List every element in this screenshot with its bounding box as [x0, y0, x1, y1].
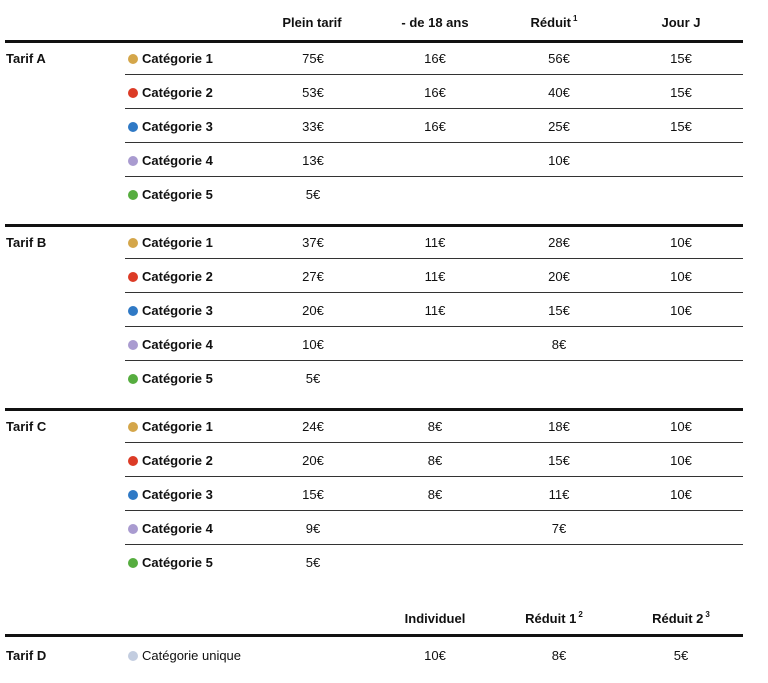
price-plein: 24€	[302, 419, 324, 434]
price-reduit: 7€	[551, 521, 567, 536]
header-plein-tarif: Plein tarif	[282, 15, 342, 30]
price-reduit: 56€	[548, 51, 570, 66]
category-color-dot	[128, 88, 138, 98]
row-divider	[125, 108, 743, 109]
category-label: Catégorie 2	[142, 453, 213, 468]
header-reduit-1: Réduit 1 $^2$	[525, 610, 583, 626]
footnote-marker: 1	[573, 14, 578, 23]
header-individuel: Individuel	[404, 611, 466, 626]
price-reduit-2: 5€	[673, 648, 689, 663]
category-cell	[128, 487, 213, 502]
category-cell	[128, 337, 213, 352]
category-label: Catégorie 2	[142, 85, 213, 100]
price-jourj: 10€	[670, 487, 692, 502]
category-color-dot	[128, 306, 138, 316]
row-divider	[125, 176, 743, 177]
category-cell	[128, 555, 213, 570]
category-cell	[128, 303, 213, 318]
price-jourj: 10€	[670, 235, 692, 250]
price-moins18: 8€	[427, 419, 443, 434]
category-label: Catégorie 2	[142, 269, 213, 284]
category-color-dot	[128, 156, 138, 166]
header-reduit: Réduit $^1$	[530, 14, 578, 30]
price-moins18: 16€	[424, 119, 446, 134]
tarif-d-label: Tarif D	[6, 648, 47, 663]
section-rule	[5, 408, 743, 411]
category-color-dot	[128, 340, 138, 350]
price-reduit: 15€	[548, 303, 570, 318]
price-reduit: 11€	[548, 487, 570, 502]
section-rule	[5, 40, 743, 43]
price-moins18: 8€	[427, 453, 443, 468]
category-cell	[128, 119, 213, 134]
category-color-dot	[128, 190, 138, 200]
price-reduit: 15€	[548, 453, 570, 468]
price-plein: 33€	[302, 119, 324, 134]
row-divider	[125, 142, 743, 143]
category-color-dot	[128, 122, 138, 132]
tarif-label: Tarif C	[6, 419, 47, 434]
category-cell	[128, 153, 213, 168]
row-divider	[125, 360, 743, 361]
row-divider	[125, 476, 743, 477]
price-plein: 10€	[302, 337, 324, 352]
section-rule	[5, 224, 743, 227]
tarif-label: Tarif B	[6, 235, 47, 250]
category-color-dot	[128, 374, 138, 384]
category-color-dot	[128, 422, 138, 432]
price-moins18: 11€	[424, 303, 446, 318]
price-moins18: 16€	[424, 85, 446, 100]
price-jourj: 15€	[670, 85, 692, 100]
header-reduit-2: Réduit 2 $^3$	[652, 610, 710, 626]
category-cell	[128, 521, 213, 536]
category-label: Catégorie 4	[142, 337, 213, 352]
footnote-marker: 2	[578, 610, 583, 619]
row-divider	[125, 292, 743, 293]
price-plein: 75€	[302, 51, 324, 66]
price-reduit: 8€	[551, 337, 567, 352]
price-moins18: 11€	[424, 235, 446, 250]
category-label: Catégorie 3	[142, 487, 213, 502]
price-reduit: 28€	[548, 235, 570, 250]
row-divider	[125, 258, 743, 259]
price-jourj: 10€	[670, 453, 692, 468]
row-divider	[125, 326, 743, 327]
category-cell	[128, 187, 213, 202]
category-label: Catégorie 5	[142, 187, 213, 202]
category-label: Catégorie 3	[142, 119, 213, 134]
price-reduit: 10€	[548, 153, 570, 168]
price-jourj: 10€	[670, 303, 692, 318]
header-moins-18-ans: - de 18 ans	[401, 15, 469, 30]
price-jourj: 10€	[670, 269, 692, 284]
category-label: Catégorie 1	[142, 419, 213, 434]
price-plein: 9€	[305, 521, 321, 536]
price-plein: 53€	[302, 85, 324, 100]
category-label: Catégorie 1	[142, 235, 213, 250]
category-cell	[128, 85, 213, 100]
header-jour-j: Jour J	[661, 15, 701, 30]
category-cell	[128, 51, 213, 66]
price-plein: 5€	[305, 187, 321, 202]
category-cell	[128, 235, 213, 250]
category-cell	[128, 453, 213, 468]
row-divider	[125, 74, 743, 75]
price-jourj: 15€	[670, 51, 692, 66]
category-label: Catégorie 3	[142, 303, 213, 318]
category-label: Catégorie 5	[142, 555, 213, 570]
category-label: Catégorie 5	[142, 371, 213, 386]
price-reduit: 25€	[548, 119, 570, 134]
category-color-dot	[128, 238, 138, 248]
price-reduit: 18€	[548, 419, 570, 434]
category-color-dot	[128, 456, 138, 466]
price-moins18: 16€	[424, 51, 446, 66]
category-cell	[128, 419, 213, 434]
category-color-dot	[128, 272, 138, 282]
category-label: Catégorie 4	[142, 153, 213, 168]
row-divider	[125, 510, 743, 511]
category-cell	[128, 269, 213, 284]
category-unique	[128, 648, 241, 663]
price-reduit: 20€	[548, 269, 570, 284]
category-label: Catégorie 1	[142, 51, 213, 66]
price-moins18: 11€	[424, 269, 446, 284]
section-rule	[5, 634, 743, 637]
category-label: Catégorie unique	[142, 648, 242, 663]
row-divider	[125, 544, 743, 545]
category-label: Catégorie 4	[142, 521, 213, 536]
tarif-label: Tarif A	[6, 51, 46, 66]
footnote-marker: 3	[705, 610, 710, 619]
price-jourj: 10€	[670, 419, 692, 434]
category-color-dot	[128, 54, 138, 64]
price-plein: 5€	[305, 555, 321, 570]
category-color-dot	[128, 651, 138, 661]
price-reduit: 40€	[548, 85, 570, 100]
price-plein: 13€	[302, 153, 324, 168]
category-cell	[128, 371, 213, 386]
row-divider	[125, 442, 743, 443]
price-moins18: 8€	[427, 487, 443, 502]
category-color-dot	[128, 524, 138, 534]
price-plein: 37€	[302, 235, 324, 250]
price-individuel: 10€	[424, 648, 446, 663]
price-plein: 20€	[302, 453, 324, 468]
category-color-dot	[128, 558, 138, 568]
price-reduit-1: 8€	[551, 648, 567, 663]
price-plein: 5€	[305, 371, 321, 386]
price-plein: 20€	[302, 303, 324, 318]
price-plein: 15€	[302, 487, 324, 502]
price-jourj: 15€	[670, 119, 692, 134]
category-color-dot	[128, 490, 138, 500]
price-plein: 27€	[302, 269, 324, 284]
